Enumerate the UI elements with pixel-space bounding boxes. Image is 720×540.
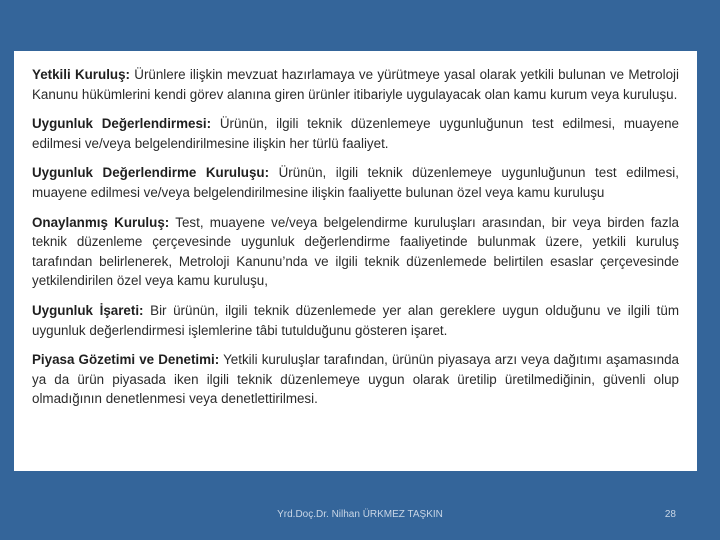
term-label: Uygunluk Değerlendirme Kuruluşu: bbox=[32, 165, 270, 181]
definition-text: Bir ürünün, ilgili teknik düzenlemede yer alan gereklere uygun olduğunu ve ilgili tüm uygunluk değerlendirmesi işlemlerine tâbi tutulduğunu gösteren işaret. bbox=[32, 302, 679, 338]
term-label: Onaylanmış Kuruluş: bbox=[32, 214, 170, 230]
term-label: Uygunluk İşareti: bbox=[32, 302, 144, 318]
definition-onaylanmis-kurulus bbox=[32, 213, 679, 291]
term-label: Uygunluk Değerlendirmesi: bbox=[32, 116, 212, 132]
definition-yetkili-kurulus bbox=[32, 65, 679, 104]
definition-text: Ürünün, ilgili teknik düzenlemeye uygunluğunun test edilmesi, muayene edilmesi ve/veya belgelendirilmesine ilişkin faaliyette bulunan özel veya kamu kuruluşu bbox=[32, 165, 679, 200]
definition-text: Test, muayene ve/veya belgelendirme kuruluşları arasından, bir veya birden fazla teknik düzenleme çerçevesinde uygunluk değerlendirme faaliyetinde bulunmak üzere, yetkili kuruluş tarafından belirlenerek, Metroloji Kanunu’nda ve ilgili teknik düzenlemede belirtilen esaslar çerçevesinde yetkilendirilen özel veya kamu kuruluşu, bbox=[32, 214, 679, 289]
definition-piyasa-gozetimi bbox=[32, 350, 679, 409]
footer-author: Yrd.Doç.Dr. Nilhan ÜRKMEZ TAŞKIN bbox=[277, 509, 443, 520]
term-label: Piyasa Gözetimi ve Denetimi: bbox=[32, 352, 220, 368]
definition-text: Ürünün, ilgili teknik düzenlemeye uygunluğunun test edilmesi, muayene edilmesi ve/veya belgelendirilmesine ilişkin her türlü faaliyet. bbox=[32, 116, 679, 151]
definition-uygunluk-isareti bbox=[32, 301, 679, 340]
term-label: Yetkili Kuruluş: bbox=[32, 67, 131, 82]
definition-uygunluk-degerlendirmesi bbox=[32, 114, 679, 153]
page-number: 28 bbox=[664, 509, 676, 520]
definition-text: Ürünlere ilişkin mevzuat hazırlamaya ve yürütmeye yasal olarak yetkili bulunan ve Metroloji Kanunu hükümlerini kendi görev alanına giren ürünler itibariyle uygulayacak olan kamu kurum veya kuruluşu. bbox=[32, 67, 679, 102]
document-page bbox=[14, 51, 697, 471]
definition-text: Yetkili kuruluşlar tarafından, ürünün piyasaya arzı veya dağıtımı aşamasında ya da ürün piyasada iken ilgili teknik düzenlemeye uygun olarak üretilip üretilmediğinin, güvenli olup olmadığının denetlenmesi veya denetlettirilmesi. bbox=[32, 352, 679, 407]
definition-uygunluk-degerlendirme-kurulusu bbox=[32, 163, 679, 202]
